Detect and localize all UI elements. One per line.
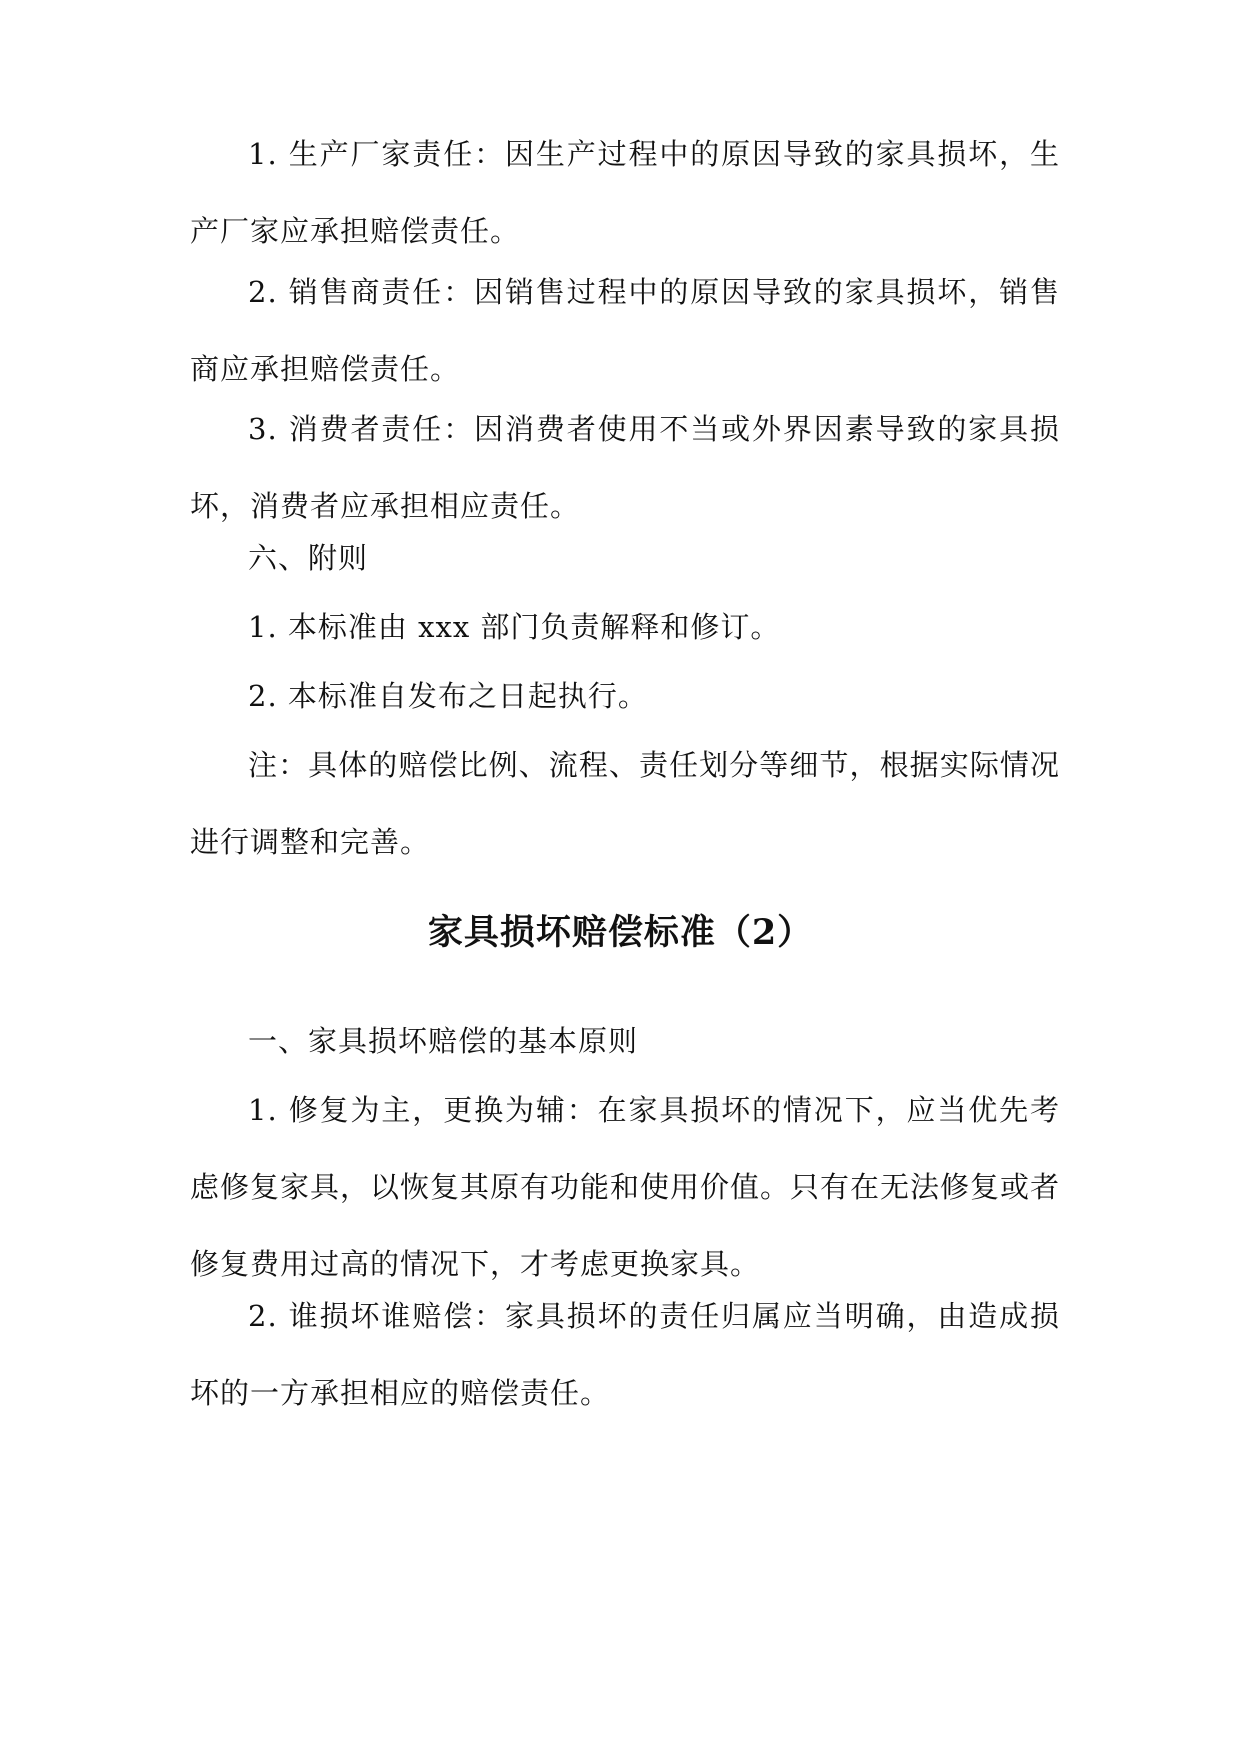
paragraph-who-damages-pays: 2. 谁损坏谁赔偿：家具损坏的责任归属应当明确，由造成损坏的一方承担相应的赔偿责任。 [190, 1299, 1060, 1410]
paragraph-repair-first: 1. 修复为主，更换为辅：在家具损坏的情况下，应当优先考虑修复家具，以恢复其原有功能和使用价值。只有在无法修复或者修复费用过高的情况下，才考虑更换家具。 [190, 1093, 1061, 1281]
paragraph-consumer-liability: 3. 消费者责任：因消费者使用不当或外界因素导致的家具损坏，消费者应承担相应责任。 [190, 412, 1060, 523]
section-heading-supplementary: 六、附则 [248, 541, 369, 575]
paragraph-manufacturer-liability: 1. 生产厂家责任：因生产过程中的原因导致的家具损坏，生产厂家应承担赔偿责任。 [190, 137, 1060, 248]
paragraph-seller-liability: 2. 销售商责任：因销售过程中的原因导致的家具损坏，销售商应承担赔偿责任。 [190, 275, 1060, 386]
paragraph-note: 注：具体的赔偿比例、流程、责任划分等细节，根据实际情况进行调整和完善。 [190, 748, 1060, 859]
document-title: 家具损坏赔偿标准（2） [427, 912, 814, 953]
paragraph-effective-date: 2. 本标准自发布之日起执行。 [248, 679, 648, 713]
section-heading-basic-principles: 一、家具损坏赔偿的基本原则 [248, 1024, 639, 1058]
paragraph-interpretation: 1. 本标准由 xxx 部门负责解释和修订。 [248, 610, 781, 644]
